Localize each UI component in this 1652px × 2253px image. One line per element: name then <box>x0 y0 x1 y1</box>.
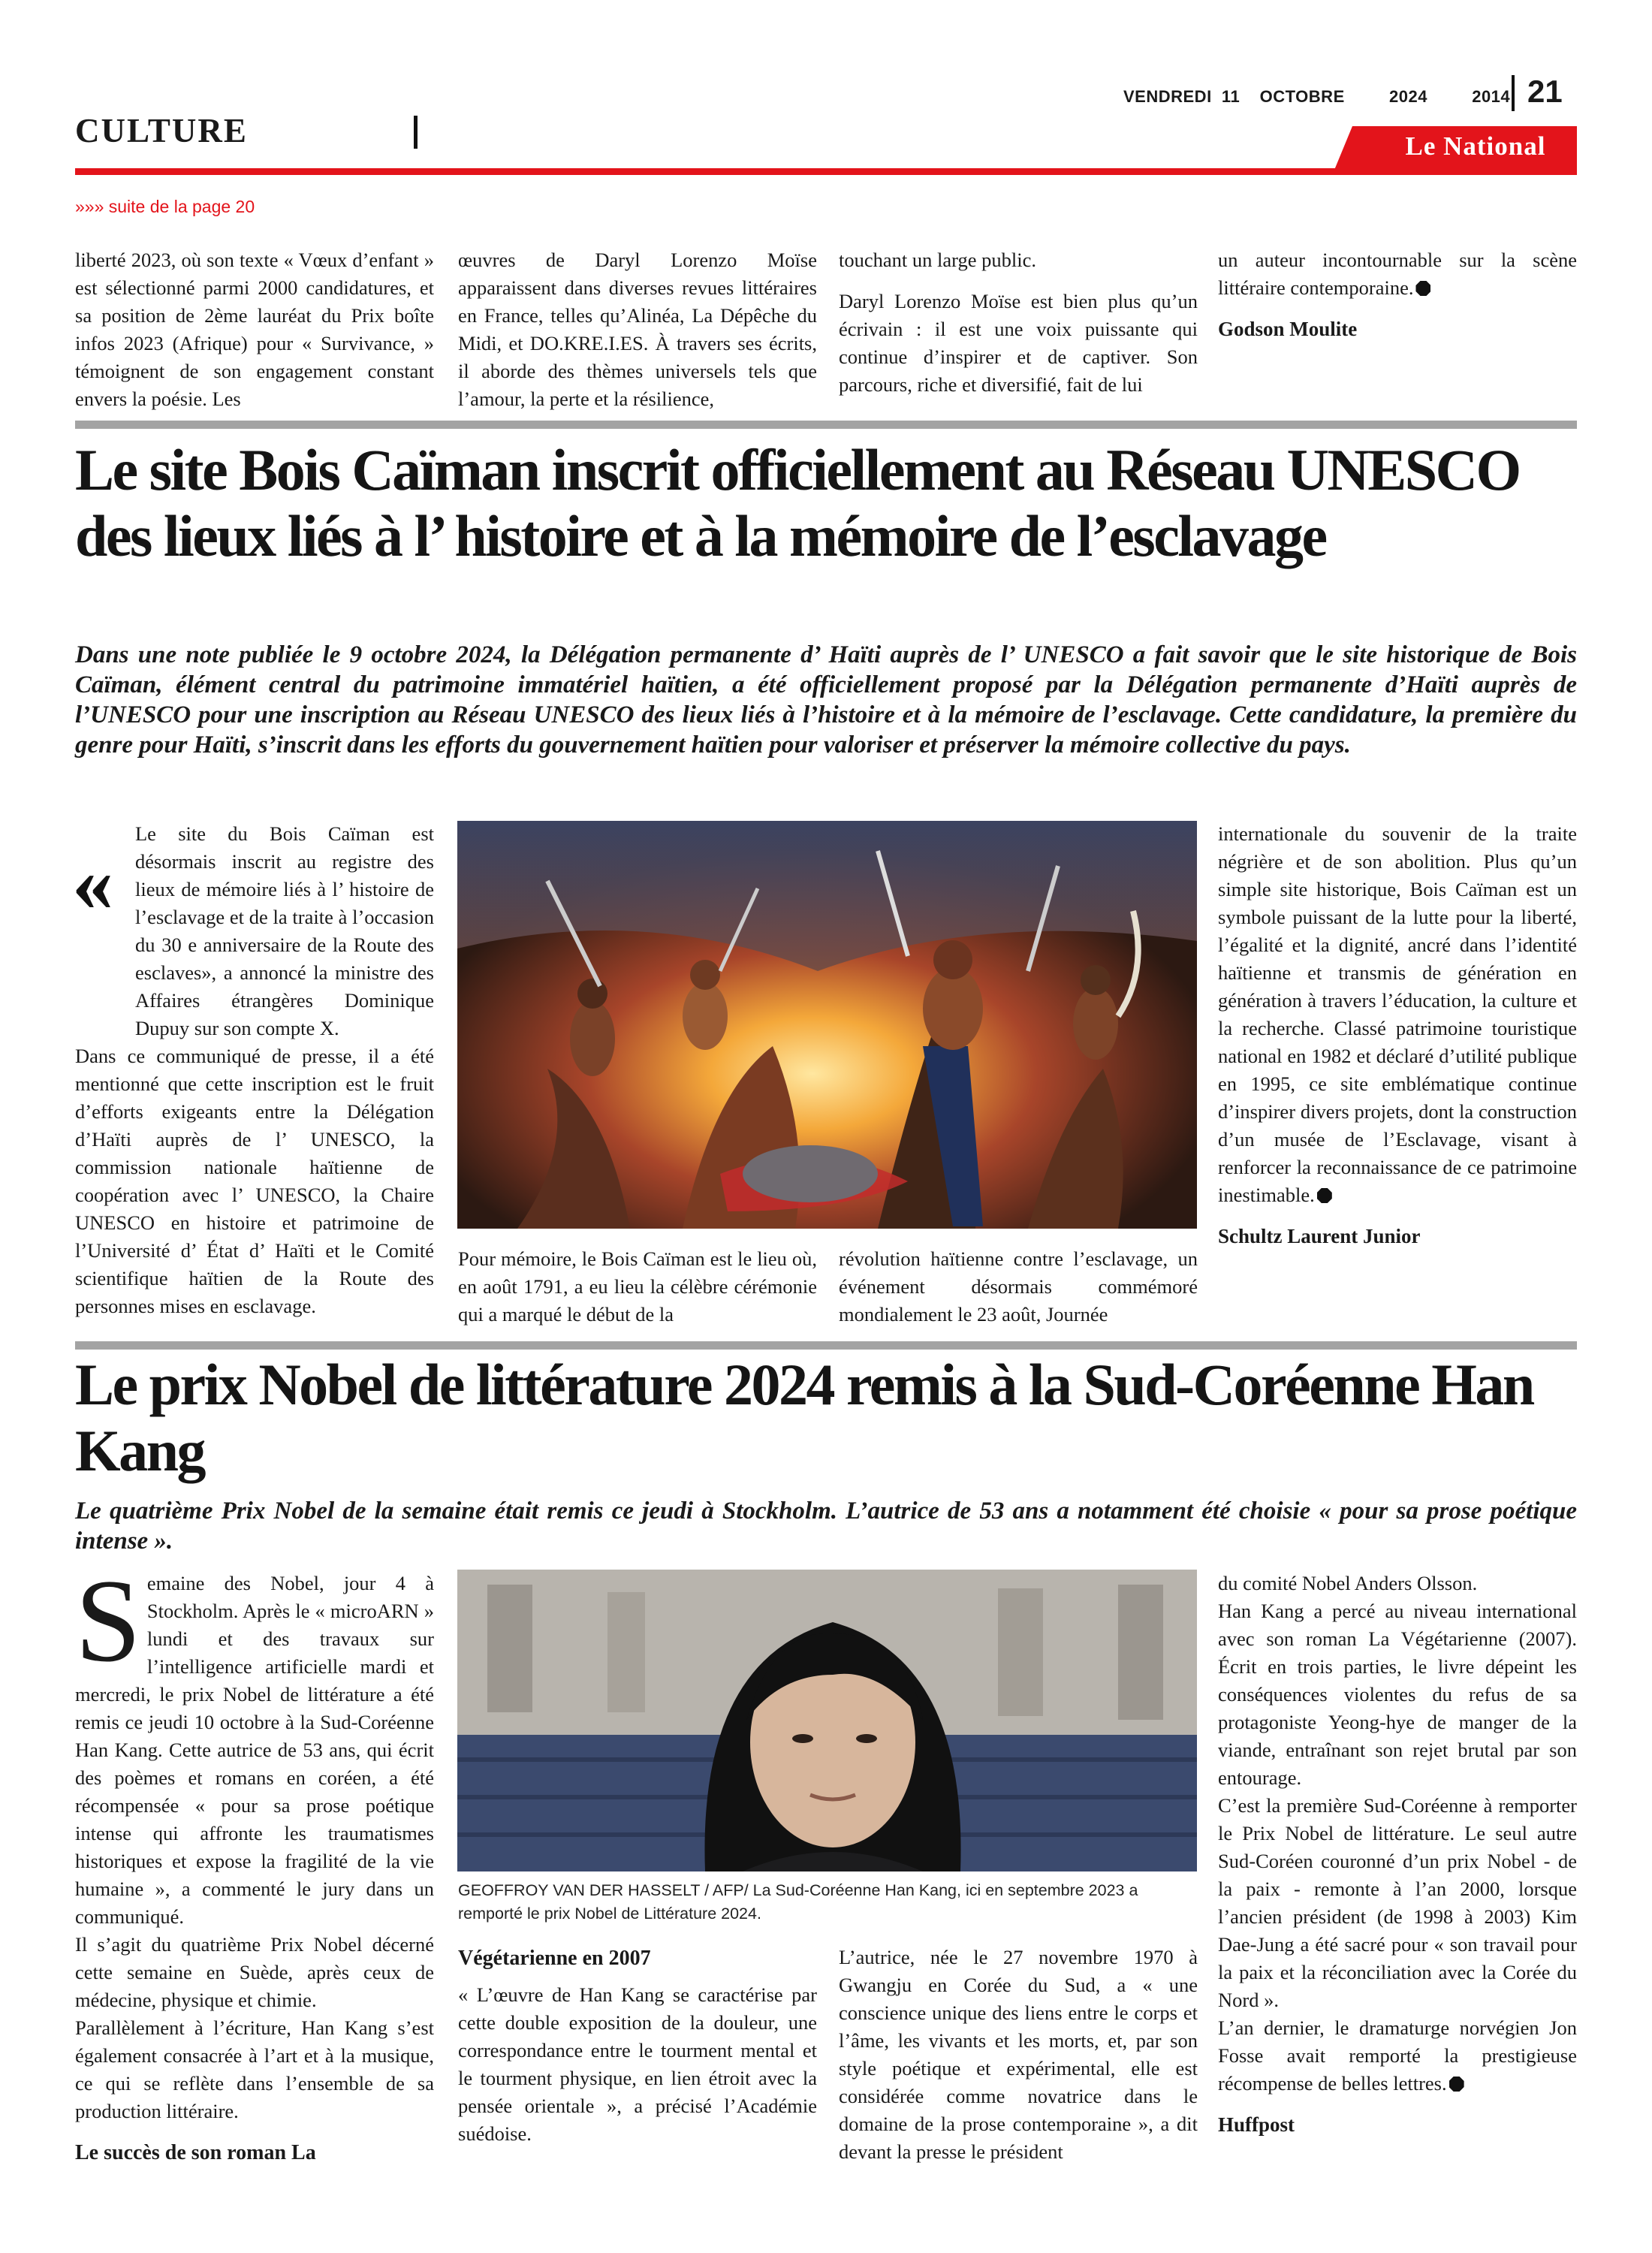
top-col-2 <box>458 246 817 413</box>
section-label: CULTURE <box>75 112 248 149</box>
article2-col-4 <box>1218 1570 1577 2139</box>
section-divider <box>414 116 418 149</box>
top-byline: Godson Moulite <box>1218 318 1358 340</box>
article1-col-2 <box>458 1245 817 1329</box>
article1-lead: Dans une note publiée le 9 octobre 2024, la Délégation permanente d’ Haïti auprès de l’ UNESCO a fait savoir que le site historique de Bois Caïman, élément central du patrimoine immatériel haïtien, a été officiellement proposé par la Délégation permanente d’Haïti auprès de l’UNESCO pour une inscription au Réseau UNESCO des lieux liés à l’histoire et à la mémoire de l’esclavage. Cette candidature, la première du genre pour Haïti, s’inscrit dans les efforts du gouvernement haïtien pour valoriser et préserver la mémoire collective du pays. <box>75 641 1577 759</box>
issue-number: 2014 <box>1472 87 1511 106</box>
date-day: VENDREDI <box>1123 87 1212 106</box>
article1-col-3 <box>839 1245 1198 1329</box>
article2-col-2-text: « L’œuvre de Han Kang se caractérise par cette double exposition de la douleur, une correspondance entre le tourment mental et le tourment physique, en lien étroit avec la pensée orientale », a précisé l’Académie suédoise. <box>458 1983 817 2145</box>
article2-col-2 <box>458 1944 817 2148</box>
article1-headline: Le site Bois Caïman inscrit officiellement au Réseau UNESCO des lieux liés à l’ histoire et à la mémoire de l’esclavage <box>75 437 1520 569</box>
end-mark-icon <box>1449 2077 1464 2092</box>
bois-caiman-painting <box>457 821 1197 1229</box>
article2-col-4-p3: C’est la première Sud-Coréenne à remporter le Prix Nobel de littérature. Le seul autre Sud-Coréen couronné d’un prix Nobel - de la paix - remonte à l’an 2000, lorsque l’ancien président (de 1998 à 2003) Kim Dae-Jung a été sacré pour « son travail pour la paix et la réconciliation avec la Corée du Nord ». <box>1218 1794 1577 2011</box>
article2-col-2-sub: Végétarienne en 2007 <box>458 1947 651 1970</box>
article2-col-4-p2: Han Kang a percé au niveau international avec son roman La Végétarienne (2007). Écrit en trois parties, le livre dépeint les conséquences violentes du refus de sa protagoniste Yeong-hye de manger de la viande, entraînant son rejet brutal par son entourage. <box>1218 1600 1577 1789</box>
top-col-3-p1: touchant un large public. <box>839 249 1036 271</box>
top-col-1-text: liberté 2023, où son texte « Vœux d’enfant » est sélectionné parmi 2000 candidatures, et sa position de 2ème lauréat du Prix boîte infos 2023 (Afrique) pour « Survivance, » témoignent de son engagement constant envers la poésie. Les <box>75 249 434 410</box>
section-rule-2 <box>75 1341 1577 1350</box>
article1-col-1-p1: Le site du Bois Caïman est désormais inscrit au registre des lieux de mémoire liés à l’ histoire de l’esclavage et de la traite à l’occasion du 30 e anniversaire de la Route des esclaves», a annoncé la ministre des Affaires étrangères Dominique Dupuy sur son compte X. <box>135 822 434 1039</box>
article1-byline: Schultz Laurent Junior <box>1218 1225 1421 1247</box>
han-kang-photo <box>457 1570 1197 1871</box>
article2-col-1-p1: emaine des Nobel, jour 4 à Stockholm. Après le « microARN » lundi et des travaux sur l’intelligence artificielle mardi et mercredi, le prix Nobel de littérature a été remis ce jeudi 10 octobre à la Sud-Coréenne Han Kang. Cette autrice de 53 ans, qui écrit des poèmes et romans en coréen, a été récompensée « pour sa prose poétique intense qui affronte les traumatismes historiques et expose la fragilité de la vie humaine », a commenté le jury dans un communiqué. <box>75 1572 434 1928</box>
quote-mark: « <box>72 837 113 928</box>
article2-col-3 <box>839 1944 1198 2166</box>
photo-caption: GEOFFROY VAN DER HASSELT / AFP/ La Sud-Coréenne Han Kang, ici en septembre 2023 a remporté le prix Nobel de Littérature 2024. <box>458 1881 1138 1923</box>
article1-col-2-text: Pour mémoire, le Bois Caïman est le lieu où, en août 1791, a eu lieu la célèbre cérémonie qui a marqué le début de la <box>458 1247 817 1326</box>
date-month: OCTOBRE <box>1259 87 1345 106</box>
page-number: 21 <box>1527 74 1563 109</box>
brand-name: Le National <box>1405 131 1546 161</box>
painting-illustration <box>457 821 1197 1229</box>
top-col-3 <box>839 246 1198 399</box>
article1-col-3-text: révolution haïtienne contre l’esclavage, un événement désormais commémoré mondialement le 23 août, Journée <box>839 1247 1198 1326</box>
article1-col-4 <box>1218 820 1577 1250</box>
end-mark-icon <box>1317 1188 1332 1203</box>
article1-col-1-p2: Dans ce communiqué de presse, il a été mentionné que cette inscription est le fruit d’efforts exigeants entre la Délégation d’Haïti auprès de l’ UNESCO, la commission nationale haïtienne de coopération avec l’ UNESCO, la Chaire UNESCO en histoire et patrimoine de l’Université d’ État d’ Haïti et le Comité scientifique haïtien de la Route des personnes mises en esclavage. <box>75 1045 434 1317</box>
date-year: 2024 <box>1389 87 1427 106</box>
article2-col-1-p2: Il s’agit du quatrième Prix Nobel décerné cette semaine en Suède, après ceux de médecine, physique et chimie. <box>75 1933 434 2011</box>
article2-col-1-p3: Parallèlement à l’écriture, Han Kang s’est également consacrée à l’art et à la musique, ce qui se reflète dans l’ensemble de sa production littéraire. <box>75 2016 434 2122</box>
page-number-divider <box>1512 75 1515 111</box>
continued-from: »»» suite de la page 20 <box>75 197 255 216</box>
end-mark-icon <box>1415 281 1430 296</box>
article2-headline: Le prix Nobel de littérature 2024 remis à la Sud-Coréenne Han Kang <box>75 1352 1533 1483</box>
top-col-1 <box>75 246 434 413</box>
date-num: 11 <box>1221 87 1241 106</box>
portrait-illustration <box>457 1570 1197 1871</box>
top-col-4 <box>1218 246 1577 343</box>
article2-lead: Le quatrième Prix Nobel de la semaine était remis ce jeudi à Stockholm. L’autrice de 53 ans a notamment été choisie « pour sa prose poétique intense ». <box>75 1497 1577 1555</box>
article2-byline: Huffpost <box>1218 2113 1295 2136</box>
top-col-3-p2: Daryl Lorenzo Moïse est bien plus qu’un écrivain : il est une voix puissante qui continue d’inspirer et de captiver. Son parcours, riche et diversifié, fait de lui <box>839 290 1198 396</box>
header-red-rule <box>75 168 1577 175</box>
article2-col-1 <box>75 1555 434 2167</box>
article1-col-4-text: internationale du souvenir de la traite négrière et de son abolition. Plus qu’un simple site historique, Bois Caïman est un symbole puissant de la lutte pour la liberté, l’égalité et la dignité, ancré dans l’identité haïtienne et transmis de génération en génération à travers l’éducation, la culture et la recherche. Classé patrimoine touristique national en 1982 et déclaré d’utilité publique en 1995, ce site emblématique continue d’inspirer divers projets, dont la construction d’un musée de l’Esclavage, visant à renforcer la reconnaissance de ce patrimoine inestimable. <box>1218 822 1577 1206</box>
top-col-4-text: un auteur incontournable sur la scène littéraire contemporaine. <box>1218 249 1577 299</box>
article2-col-4-p4: L’an dernier, le dramaturge norvégien Jon Fosse avait remporté la prestigieuse récompense de belles lettres. <box>1218 2016 1577 2095</box>
dropcap: S <box>75 1555 141 1687</box>
top-col-2-text: œuvres de Daryl Lorenzo Moïse apparaissent dans diverses revues littéraires en France, telles qu’Alinéa, La Dépêche du Midi, et DO.KRE.I.ES. À travers ses écrits, il aborde des thèmes universels tels que l’amour, la perte et la résilience, <box>458 249 817 410</box>
article2-col-4-p1: du comité Nobel Anders Olsson. <box>1218 1572 1478 1594</box>
section-rule-1 <box>75 421 1577 429</box>
article2-col-3-text: L’autrice, née le 27 novembre 1970 à Gwangju en Corée du Sud, a « une conscience unique des liens entre le corps et l’âme, les vivants et les morts, et, par son style poétique et expérimental, elle est considérée comme novatrice dans le domaine de la prose contemporaine », a dit devant la presse le président <box>839 1946 1198 2163</box>
article1-col-1 <box>75 820 434 1320</box>
article2-col-1-sub: Le succès de son roman La <box>75 2141 316 2164</box>
issue-date <box>1123 87 1510 107</box>
